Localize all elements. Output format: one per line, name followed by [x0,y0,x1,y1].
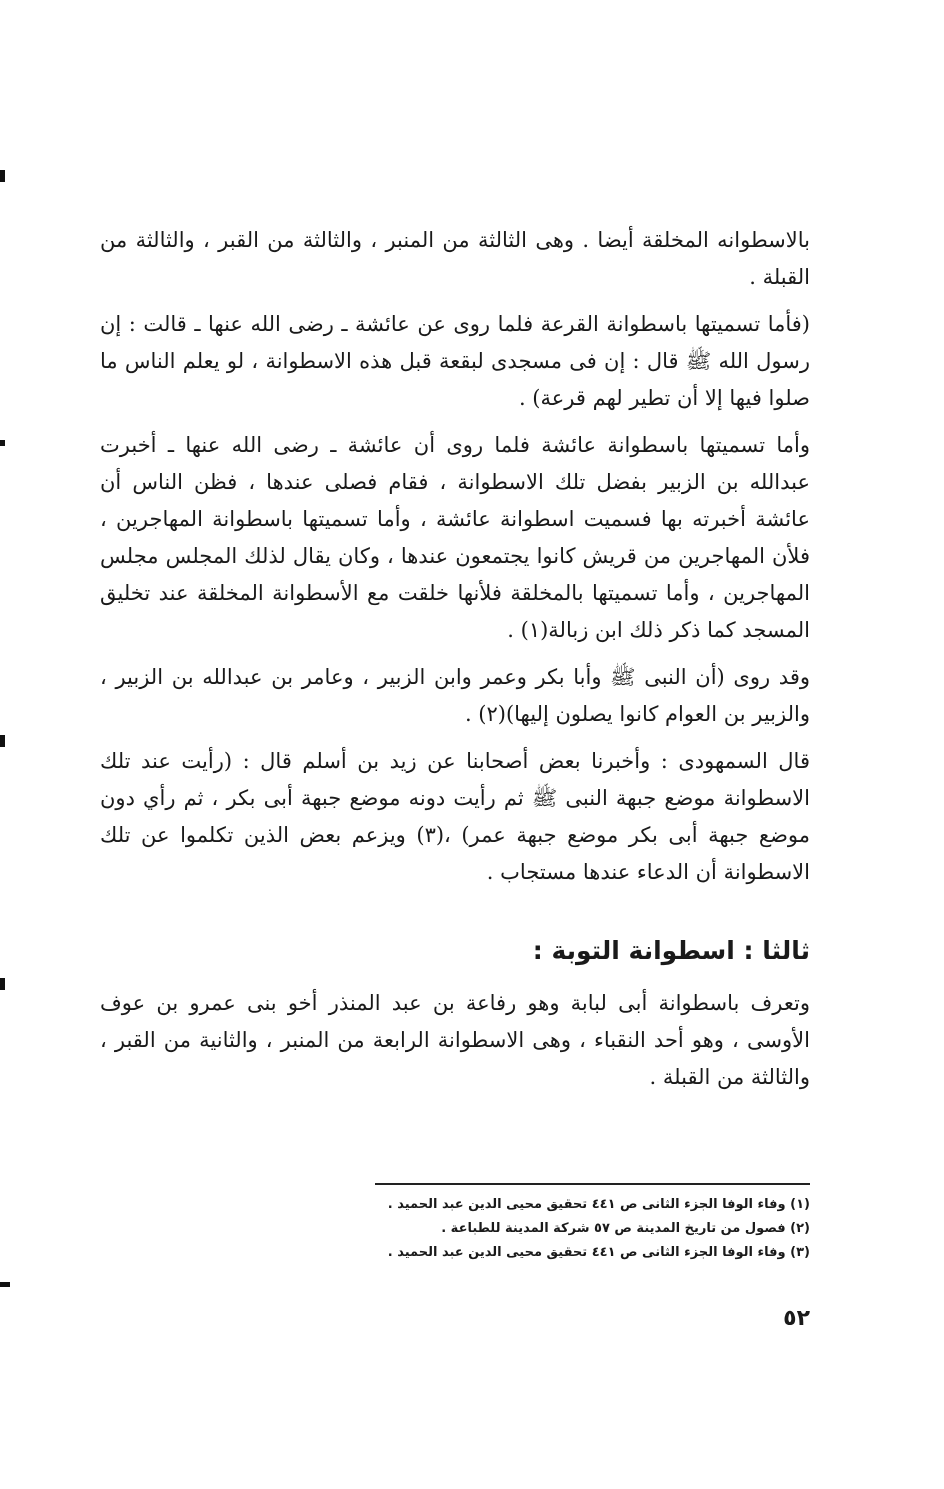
paragraph-4: وقد روى (أن النبى ﷺ وأبا بكر وعمر وابن الزبير ، وعامر بن عبدالله بن الزبير ، والزبير بن العوام كانوا يصلون إليها)(٢) . [100,665,810,726]
paragraph-3: وأما تسميتها باسطوانة عائشة فلما روى أن عائشة ـ رضى الله عنها ـ أخبرت عبدالله بن الزبير بفضل تلك الاسطوانة ، فقام فصلى عندها ، فظن الناس أن عائشة أخبرته بها فسميت اسطوانة عائشة ، وأما تسميتها باسطوانة المهاجرين ، فلأن المهاجرين من قريش كانوا يجتمعون عندها ، وكان يقال لذلك المجلس مجلس المهاجرين ، وأما تسميتها بالمخلقة فلأنها خلقت مع الأسطوانة المخلقة عند تخليق المسجد كما ذكر ذلك ابن زبالة(١) . [100,433,810,642]
footnote-3: (٣) وفاء الوفا الجزء الثانى ص ٤٤١ تحقيق محيى الدين عبد الحميد . [387,1245,810,1260]
paragraph-5: قال السمهودى : وأخبرنا بعض أصحابنا عن زيد بن أسلم قال : (رأيت عند تلك الاسطوانة موضع جبهة النبى ﷺ ثم رأيت دونه موضع جبهة أبى بكر ، ثم رأي دون موضع جبهة أبى بكر موضع جبهة عمر) ،(٣) ويزعم بعض الذين تكلموا عن تلك الاسطوانة أن الدعاء عندها مستجاب . [100,749,811,884]
section-heading: ثالثا : اسطوانة التوبة : [532,936,810,965]
scan-edge-mark [0,170,5,182]
scan-edge-mark [0,735,5,747]
page-body [100,222,810,1106]
footnote-1: (١) وفاء الوفا الجزء الثانى ص ٤٤١ تحقيق محيى الدين عبد الحميد . [387,1197,810,1212]
page-number: ٥٢ [783,1306,810,1331]
footnote-2: (٢) فصول من تاريخ المدينة ص ٥٧ شركة المدينة للطباعة . [441,1221,810,1236]
footnotes [375,1183,810,1265]
section-paragraph: وتعرف باسطوانة أبى لبابة وهو رفاعة بن عبد المنذر أخو بنى عمرو بن عوف الأوسى ، وهو أحد النقباء ، وهى الاسطوانة الرابعة من المنبر ، والثانية من القبر ، والثالثة من القبلة . [100,991,810,1089]
paragraph-2: (فأما تسميتها باسطوانة القرعة فلما روى عن عائشة ـ رضى الله عنها ـ قالت : إن رسول الله ﷺ قال : إن فى مسجدى لبقعة قبل هذه الاسطوانة ، لو يعلم الناس ما صلوا فيها إلا أن تطير لهم قرعة) . [100,312,810,410]
scan-edge-mark [0,978,5,990]
scan-edge-mark [0,1282,10,1287]
scan-edge-mark [0,440,5,446]
paragraph-1: بالاسطوانه المخلقة أيضا . وهى الثالثة من المنبر ، والثالثة من القبر ، والثالثة من القبلة . [100,228,810,289]
